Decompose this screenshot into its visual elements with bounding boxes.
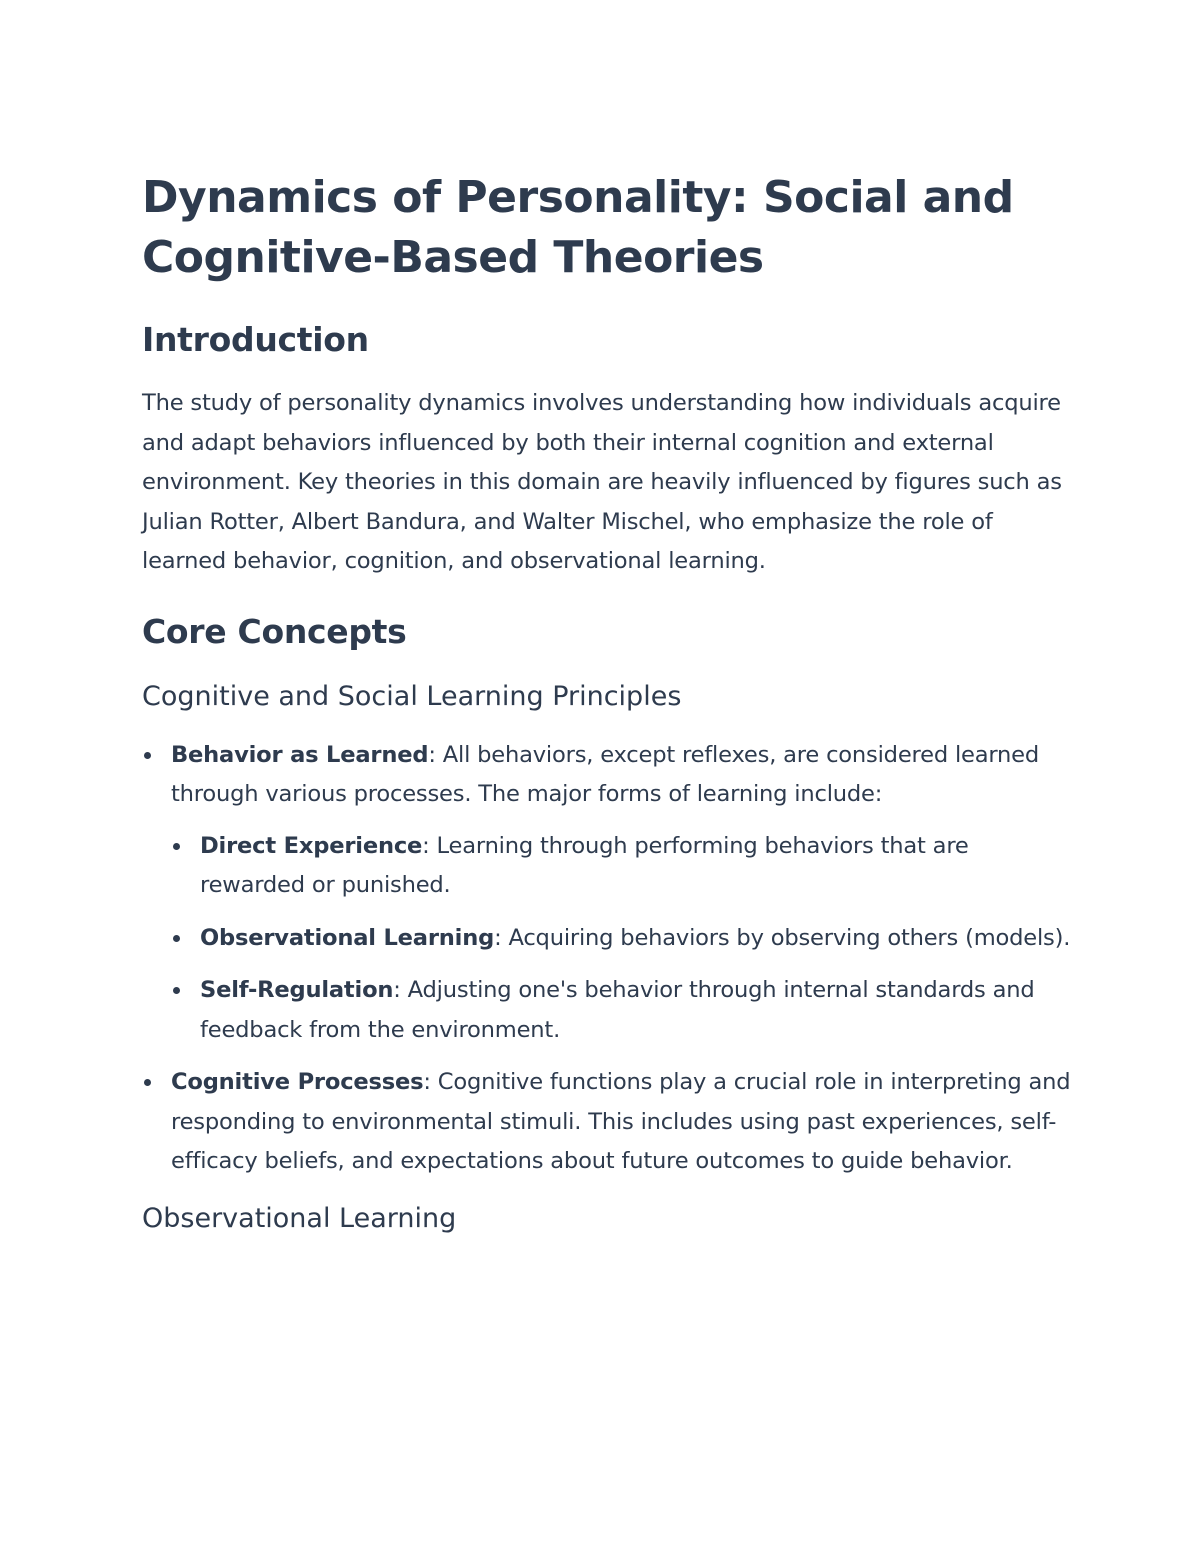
list-item-text: : Adjusting one's behavior through internal standards and feedback from the environment. bbox=[200, 977, 1035, 1043]
list-item-term: Direct Experience bbox=[200, 832, 423, 859]
document-title: Dynamics of Personality: Social and Cognitive-Based Theories bbox=[142, 172, 1014, 283]
list-item-term: Self-Regulation bbox=[200, 977, 394, 1003]
list-item-text: : All behaviors, except reflexes, are considered learned through various processes. The major forms of learning include: bbox=[171, 741, 1040, 807]
list-item-text: : Learning through performing behaviors that are rewarded or punished. bbox=[200, 832, 969, 898]
bullet-icon bbox=[173, 935, 180, 942]
bullet-icon bbox=[173, 843, 180, 850]
list-item-text: : Cognitive functions play a crucial role in interpreting and responding to environmental stimuli. This includes using past experiences, self-efficacy beliefs, and expectations about future outcomes to guide behavior. bbox=[171, 1069, 1071, 1174]
list-item-text: : Acquiring behaviors by observing others (models). bbox=[494, 924, 1071, 951]
list-item-behavior-as-learned bbox=[142, 736, 1072, 1051]
bullet-icon bbox=[173, 987, 180, 994]
learning-principles-heading: Cognitive and Social Learning Principles bbox=[142, 680, 682, 712]
list-item-observational-learning bbox=[171, 919, 1072, 959]
bullet-icon bbox=[144, 1079, 151, 1086]
list-item-cognitive-processes bbox=[142, 1063, 1072, 1182]
list-item-term: Observational Learning bbox=[200, 924, 495, 951]
core-concepts-heading: Core Concepts bbox=[142, 611, 407, 651]
list-item-term: Cognitive Processes bbox=[171, 1069, 424, 1095]
list-item-direct-experience bbox=[171, 827, 1072, 906]
list-item-term: Behavior as Learned bbox=[171, 741, 429, 768]
introduction-heading: Introduction bbox=[142, 320, 369, 359]
learning-forms-list bbox=[171, 827, 1072, 1051]
observational-learning-heading: Observational Learning bbox=[142, 1202, 457, 1234]
learning-principles-list bbox=[142, 736, 1072, 1182]
bullet-icon bbox=[144, 752, 151, 759]
introduction-paragraph: The study of personality dynamics involves understanding how individuals acquire and adapt behaviors influenced by both their internal cognition and external environment. Key theories in this domain are heavily influenced by figures such as Julian Rotter, Albert Bandura, and Walter Mischel, who emphasize the role of learned behavior, cognition, and observational learning. bbox=[142, 390, 1062, 574]
document-page bbox=[142, 168, 1072, 1238]
list-item-self-regulation bbox=[171, 971, 1072, 1050]
